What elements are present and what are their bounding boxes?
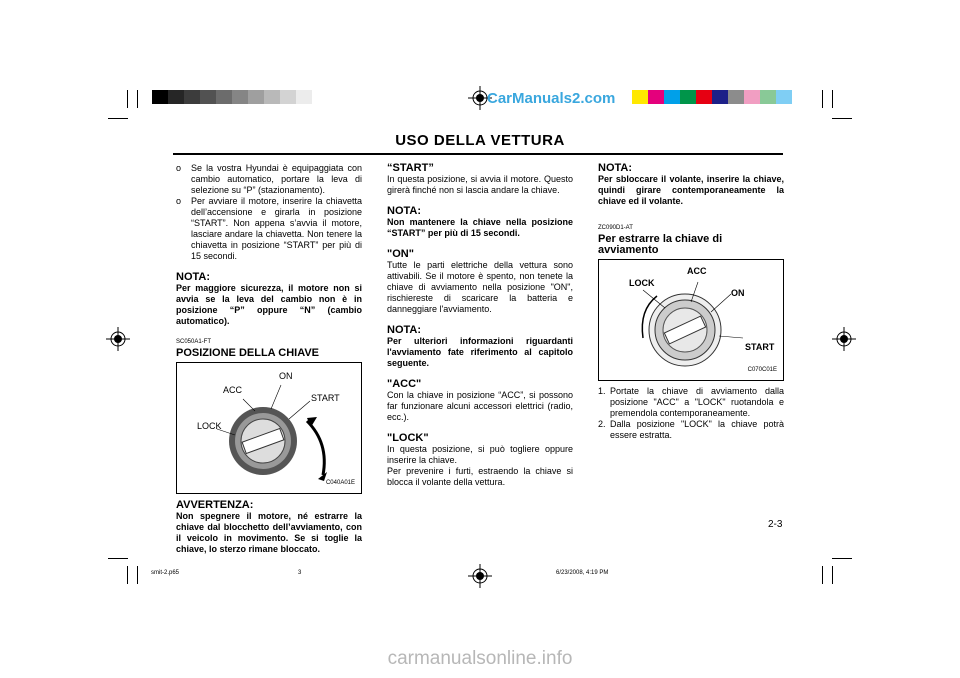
page-title: USO DELLA VETTURA xyxy=(395,132,565,149)
title-rule xyxy=(173,153,783,155)
page-number: 2-3 xyxy=(768,519,783,530)
color-swatch xyxy=(632,90,648,104)
crop-mark xyxy=(822,90,823,108)
brand-logo: CarManuals2.com xyxy=(487,90,616,107)
bullet-item: o Se la vostra Hyundai è equipaggiata con cambio automatico, portare la leva di selezione su “P” (stazionamento). xyxy=(176,163,362,195)
lock-text: Per prevenire i furti, estraendo la chiave si blocca il volante della vettura. xyxy=(387,466,573,487)
label-on: ON xyxy=(731,288,745,298)
color-swatch xyxy=(728,90,744,104)
nota-heading: NOTA: xyxy=(176,271,211,283)
watermark: carmanualsonline.info xyxy=(387,648,573,669)
color-swatch xyxy=(680,90,696,104)
crop-mark xyxy=(832,566,833,584)
color-swatch xyxy=(280,90,296,104)
crop-mark xyxy=(137,90,138,108)
warning-heading: AVVERTENZA: xyxy=(176,499,254,511)
section-code: ZC090D1-AT xyxy=(598,225,633,231)
crop-mark xyxy=(822,566,823,584)
registration-mark-icon xyxy=(106,327,130,351)
nota-heading: NOTA: xyxy=(598,162,633,174)
color-swatch xyxy=(776,90,792,104)
color-swatch xyxy=(296,90,312,104)
color-swatch xyxy=(664,90,680,104)
on-heading: "ON" xyxy=(387,248,414,260)
nota-text: Per ulteriori informazioni riguardanti l'avviamento fate riferimento al capitolo seguente. xyxy=(387,336,573,368)
section-code: SC050A1-FT xyxy=(176,339,212,345)
color-swatch xyxy=(248,90,264,104)
crop-mark xyxy=(127,566,128,584)
label-start: START xyxy=(311,393,340,403)
nota-text: Non mantenere la chiave nella posizione “START” per più di 15 secondi. xyxy=(387,217,573,238)
nota-heading: NOTA: xyxy=(387,324,422,336)
color-bar xyxy=(632,90,792,104)
grayscale-bar xyxy=(152,90,312,104)
registration-mark-icon xyxy=(468,564,492,588)
right-column xyxy=(598,163,784,441)
label-start: START xyxy=(745,342,775,352)
acc-heading: "ACC" xyxy=(387,378,422,390)
lock-heading: "LOCK" xyxy=(387,432,429,444)
warning-text: Non spegnere il motore, né estrarre la chiave dal blocchetto dell’avviamento, con il veicolo in movimento. Se si toglie la chiave, lo sterzo rimane bloccato. xyxy=(176,511,362,554)
color-swatch xyxy=(648,90,664,104)
bullet-item: o Per avviare il motore, inserire la chiavetta dell’accensione e girarla in posizione “START”. Non appena s’avvia il motore, lasciare andare la chiavetta. Non tenere la chiavetta in posizione “START” per più di 15 secondi. xyxy=(176,196,362,261)
color-swatch xyxy=(168,90,184,104)
section-heading: Per estrarre la chiave di avviamento xyxy=(598,233,723,256)
color-swatch xyxy=(744,90,760,104)
color-swatch xyxy=(696,90,712,104)
label-acc: ACC xyxy=(687,266,707,276)
footer-filename: smit-2.p65 xyxy=(151,570,180,576)
nota-text: Per sbloccare il volante, inserire la chiave, quindi girare contemporaneamente la chiave ed il volante. xyxy=(598,174,784,206)
crop-mark xyxy=(832,118,852,119)
lock-text: In questa posizione, si può togliere oppure inserire la chiave. xyxy=(387,444,573,465)
step-item: 2. Dalla posizione "LOCK" la chiave potrà essere estratta. xyxy=(598,419,784,440)
color-swatch xyxy=(712,90,728,104)
bullet-mark: o xyxy=(176,196,182,206)
crop-mark xyxy=(137,566,138,584)
nota-text: Per maggiore sicurezza, il motore non si avvia se la leva del cambio non è in posizione “P” oppure “N” (cambio automatico). xyxy=(176,283,362,326)
label-lock: LOCK xyxy=(629,278,655,288)
key-removal-figure xyxy=(598,259,784,381)
figure-code: C040A01E xyxy=(325,480,355,486)
label-acc: ACC xyxy=(223,385,243,395)
middle-column xyxy=(387,163,573,488)
color-swatch xyxy=(760,90,776,104)
color-swatch xyxy=(216,90,232,104)
label-lock: LOCK xyxy=(197,421,222,431)
section-heading: POSIZIONE DELLA CHIAVE xyxy=(176,347,320,359)
step-item: 1. Portate la chiave di avviamento dalla posizione "ACC" a "LOCK" ruotandola e premendola contemporaneamente. xyxy=(598,386,784,418)
color-swatch xyxy=(200,90,216,104)
ignition-switch-illustration xyxy=(599,260,783,380)
crop-mark xyxy=(108,558,128,559)
start-heading: “START” xyxy=(387,162,434,174)
acc-text: Con la chiave in posizione “ACC”, si possono far funzionare alcuni accessori elettrici (radio, ecc.). xyxy=(387,390,573,422)
on-text: Tutte le parti elettriche della vettura sono attivabili. Se il motore è spento, non tenete la chiave di avviamento nella posizione "ON", rischiereste di scaricare la batteria e danneggiare l'avviamento. xyxy=(387,260,573,314)
crop-mark xyxy=(127,90,128,108)
color-swatch xyxy=(264,90,280,104)
color-swatch xyxy=(232,90,248,104)
nota-heading: NOTA: xyxy=(387,205,422,217)
left-column xyxy=(176,163,362,555)
footer-page: 3 xyxy=(298,570,302,576)
step-number: 1. xyxy=(598,386,606,396)
start-text: In questa posizione, si avvia il motore. Questo girerà finché non si lascia andare la chiave. xyxy=(387,174,573,195)
crop-mark xyxy=(832,558,852,559)
label-on: ON xyxy=(279,371,293,381)
crop-mark xyxy=(832,90,833,108)
footer-date: 6/23/2008, 4:19 PM xyxy=(556,570,609,576)
step-number: 2. xyxy=(598,419,606,429)
crop-mark xyxy=(108,118,128,119)
bullet-mark: o xyxy=(176,163,182,173)
key-position-figure xyxy=(176,362,362,494)
color-swatch xyxy=(184,90,200,104)
registration-mark-icon xyxy=(832,327,856,351)
color-swatch xyxy=(152,90,168,104)
figure-code: C070C01E xyxy=(747,367,777,373)
